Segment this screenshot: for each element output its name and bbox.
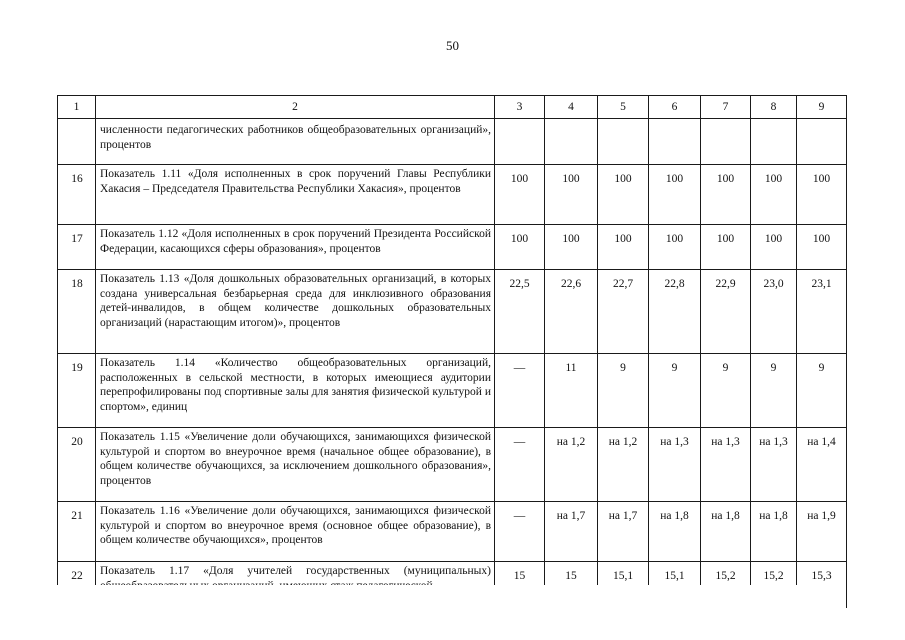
- header-cell: 6: [649, 96, 701, 119]
- header-cell: 4: [545, 96, 598, 119]
- row-number: 18: [58, 270, 96, 354]
- row-number: 19: [58, 354, 96, 428]
- value-cell: 22,7: [598, 270, 649, 354]
- indicators-table: [57, 95, 847, 608]
- value-cell: на 1,2: [545, 428, 598, 502]
- value-cell: 100: [598, 225, 649, 270]
- indicator-description: Показатель 1.16 «Увеличение доли обучающихся, занимающихся физической культурой и спортом во внеурочное время (основное общее образование), в общем количестве обучающихся», процентов: [96, 502, 495, 562]
- header-cell: 8: [751, 96, 797, 119]
- value-cell: 15,2: [751, 562, 797, 608]
- indicator-description: Показатель 1.15 «Увеличение доли обучающихся, занимающихся физической культурой и спортом во внеурочное время (начальное общее образование), в общем количестве обучающихся, за исключением дошкольного образования», процентов: [96, 428, 495, 502]
- value-cell: —: [495, 502, 545, 562]
- row-number: 16: [58, 165, 96, 225]
- value-cell: [751, 119, 797, 165]
- value-cell: 100: [701, 225, 751, 270]
- value-cell: [495, 119, 545, 165]
- value-cell: 100: [649, 225, 701, 270]
- value-cell: [797, 119, 847, 165]
- value-cell: 9: [701, 354, 751, 428]
- indicator-description: Показатель 1.14 «Количество общеобразовательных организаций, расположенных в сельской местности, в которых имеющиеся аудитории перепрофилированы под спортивные залы для занятия физической культурой и спортом», единиц: [96, 354, 495, 428]
- value-cell: 15,1: [598, 562, 649, 608]
- value-cell: на 1,7: [598, 502, 649, 562]
- value-cell: на 1,4: [797, 428, 847, 502]
- indicator-description: Показатель 1.13 «Доля дошкольных образовательных организаций, в которых создана универсальная безбарьерная среда для инклюзивного образования детей-инвалидов, в общем количестве дошкольных образовательных организаций (нарастающим итогом)», процентов: [96, 270, 495, 354]
- row-number: 17: [58, 225, 96, 270]
- value-cell: на 1,9: [797, 502, 847, 562]
- header-cell: 7: [701, 96, 751, 119]
- value-cell: [598, 119, 649, 165]
- value-cell: —: [495, 428, 545, 502]
- page-bottom-margin: [57, 585, 846, 640]
- value-cell: на 1,8: [701, 502, 751, 562]
- table-header-row: [58, 96, 847, 119]
- table-row: [58, 270, 847, 354]
- value-cell: 22,8: [649, 270, 701, 354]
- value-cell: 100: [545, 165, 598, 225]
- value-cell: на 1,3: [701, 428, 751, 502]
- header-cell: 3: [495, 96, 545, 119]
- table-row: [58, 165, 847, 225]
- indicator-description: Показатель 1.17 «Доля учителей государственных (муниципальных): [96, 562, 495, 608]
- value-cell: 22,9: [701, 270, 751, 354]
- row-number: 22: [58, 562, 96, 608]
- value-cell: 100: [701, 165, 751, 225]
- header-cell: 1: [58, 96, 96, 119]
- value-cell: на 1,3: [649, 428, 701, 502]
- value-cell: на 1,3: [751, 428, 797, 502]
- value-cell: 100: [649, 165, 701, 225]
- value-cell: 11: [545, 354, 598, 428]
- value-cell: 9: [649, 354, 701, 428]
- value-cell: [649, 119, 701, 165]
- row-number: 20: [58, 428, 96, 502]
- value-cell: 100: [751, 225, 797, 270]
- value-cell: 23,1: [797, 270, 847, 354]
- value-cell: 100: [751, 165, 797, 225]
- value-cell: 15,1: [649, 562, 701, 608]
- value-cell: 9: [797, 354, 847, 428]
- header-cell: 9: [797, 96, 847, 119]
- value-cell: 23,0: [751, 270, 797, 354]
- table-row: [58, 354, 847, 428]
- value-cell: 100: [545, 225, 598, 270]
- value-cell: 100: [797, 225, 847, 270]
- value-cell: 9: [751, 354, 797, 428]
- row-number-cell: [58, 119, 96, 165]
- value-cell: [701, 119, 751, 165]
- value-cell: [545, 119, 598, 165]
- value-cell: —: [495, 354, 545, 428]
- table-row: [58, 225, 847, 270]
- page-number: 50: [446, 38, 459, 53]
- value-cell: 15: [545, 562, 598, 608]
- value-cell: 15,2: [701, 562, 751, 608]
- value-cell: 100: [598, 165, 649, 225]
- value-cell: на 1,7: [545, 502, 598, 562]
- value-cell: 15: [495, 562, 545, 608]
- indicator-description: Показатель 1.12 «Доля исполненных в срок поручений Президента Российской Федерации, касающихся сферы образования», процентов: [96, 225, 495, 270]
- value-cell: 15,3: [797, 562, 847, 608]
- value-cell: 9: [598, 354, 649, 428]
- table-row: [58, 502, 847, 562]
- table-row-continuation: [58, 119, 847, 165]
- value-cell: 22,5: [495, 270, 545, 354]
- value-cell: на 1,2: [598, 428, 649, 502]
- header-cell: 5: [598, 96, 649, 119]
- value-cell: на 1,8: [751, 502, 797, 562]
- value-cell: 22,6: [545, 270, 598, 354]
- table-row: [58, 428, 847, 502]
- value-cell: 100: [797, 165, 847, 225]
- header-cell: 2: [96, 96, 495, 119]
- value-cell: 100: [495, 165, 545, 225]
- value-cell: 100: [495, 225, 545, 270]
- row-number: 21: [58, 502, 96, 562]
- indicator-description: численности педагогических работников общеобразовательных организаций», процентов: [96, 119, 495, 165]
- value-cell: на 1,8: [649, 502, 701, 562]
- indicator-description: Показатель 1.11 «Доля исполненных в срок поручений Главы Республики Хакасия – Председателя Правительства Республики Хакасия», процентов: [96, 165, 495, 225]
